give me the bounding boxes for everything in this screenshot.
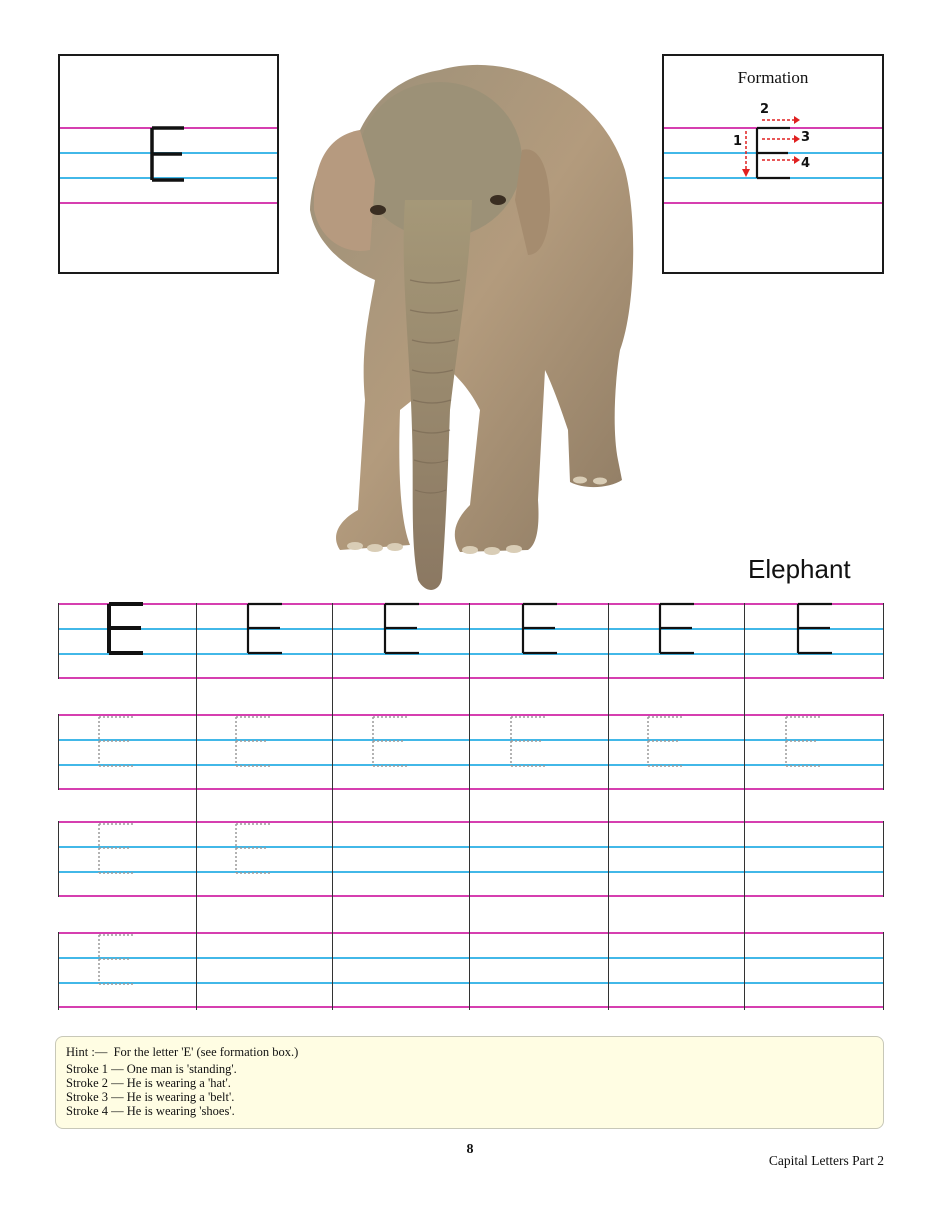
- stroke-number-2: 2: [760, 102, 770, 117]
- formation-title: Formation: [737, 68, 809, 87]
- dotted-letter-e: [369, 714, 409, 770]
- dotted-letter-e: [644, 714, 684, 770]
- letter-e-path: [660, 604, 694, 653]
- practice-grid: [58, 603, 884, 1010]
- grid-left-edge: [58, 603, 59, 679]
- dotted-letter-e: [95, 714, 135, 770]
- letter-e-path: [786, 717, 820, 766]
- hint-title: Hint :— For the letter 'E' (see formation box.): [66, 1045, 299, 1059]
- dotted-letter-e: [782, 714, 822, 770]
- letter-e-path: [248, 604, 282, 653]
- practice-row-4: [58, 932, 884, 1008]
- grid-left-edge: [58, 932, 59, 1010]
- letter-e-model: [148, 126, 188, 184]
- traced-letter-e: [519, 601, 559, 657]
- hint-box: [55, 1036, 884, 1129]
- traced-letter-e: [244, 601, 284, 657]
- traced-letter-e: [381, 601, 421, 657]
- practice-row-1: [58, 603, 884, 679]
- dotted-letter-e: [95, 821, 135, 877]
- picture-caption: Elephant: [748, 554, 851, 584]
- stroke-number-4: 4: [801, 156, 811, 171]
- letter-box: [58, 54, 279, 274]
- page-number: 8: [466, 1142, 474, 1157]
- dotted-letter-e: [507, 714, 547, 770]
- stroke-number-1: 1: [733, 134, 743, 149]
- letter-e-path: [523, 604, 557, 653]
- letter-e-path: [798, 604, 832, 653]
- letter-e-path: [236, 717, 270, 766]
- practice-row-3: [58, 821, 884, 897]
- letter-e-path: [648, 717, 682, 766]
- practice-row-2: [58, 714, 884, 790]
- hint-line-1: Stroke 1 — One man is 'standing'.: [66, 1062, 237, 1076]
- grid-left-edge: [58, 821, 59, 897]
- letter-e-path: [373, 717, 407, 766]
- formation-box: [662, 54, 884, 274]
- elephant-picture: [300, 50, 645, 595]
- letter-e-path: [511, 717, 545, 766]
- grid-left-edge: [58, 714, 59, 790]
- grid-divider-4: [608, 603, 609, 1010]
- grid-divider-1: [196, 603, 197, 1010]
- stroke-number-3: 3: [801, 130, 811, 145]
- traced-letter-e: [794, 601, 834, 657]
- letter-e-path: [236, 824, 270, 873]
- grid-right-edge: [883, 714, 884, 790]
- hint-line-2: Stroke 2 — He is wearing a 'hat'.: [66, 1076, 231, 1090]
- guide-line-bottom: [60, 202, 277, 204]
- grid-right-edge: [883, 603, 884, 679]
- dotted-letter-e: [232, 821, 272, 877]
- letter-e-path: [109, 604, 143, 653]
- hint-line-4: Stroke 4 — He is wearing 'shoes'.: [66, 1104, 235, 1118]
- letter-e-path: [99, 717, 133, 766]
- letter-e-path: [99, 824, 133, 873]
- grid-divider-2: [332, 603, 333, 1010]
- traced-letter-e: [656, 601, 696, 657]
- hint-line-3: Stroke 3 — He is wearing a 'belt'.: [66, 1090, 235, 1104]
- letter-e-path: [385, 604, 419, 653]
- letter-e-path: [99, 935, 133, 984]
- dotted-letter-e: [95, 932, 135, 988]
- grid-divider-5: [744, 603, 745, 1010]
- dotted-letter-e: [232, 714, 272, 770]
- grid-divider-3: [469, 603, 470, 1010]
- traced-letter-e: [105, 601, 149, 657]
- footer-title: Capital Letters Part 2: [768, 1153, 884, 1168]
- guide-line-bottom: [664, 202, 882, 204]
- grid-right-edge: [883, 821, 884, 897]
- grid-right-edge: [883, 932, 884, 1010]
